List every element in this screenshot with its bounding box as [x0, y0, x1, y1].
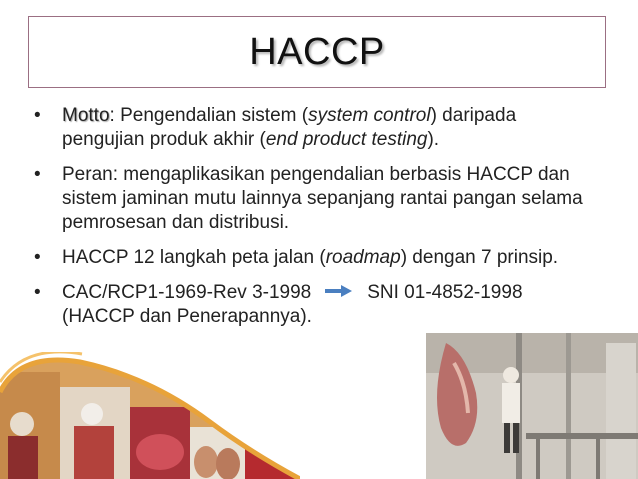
motto-text-3: ). — [427, 129, 440, 150]
slide-title: HACCP — [249, 30, 385, 73]
right-arrow-icon — [325, 284, 353, 298]
motto-label: Motto — [62, 105, 110, 126]
roadmap-text-1: HACCP 12 langkah peta jalan ( — [62, 247, 326, 268]
motto-text-2: ) daripada pengujian produk akhir ( — [62, 105, 517, 150]
peran-text: Peran: mengaplikasikan pengendalian berbasis HACCP dan sistem jaminan mutu lainnya sepanjang rantai pangan selama pemrosesan dan distribusi. — [62, 164, 583, 233]
roadmap-text-2: ) dengan 7 prinsip. — [400, 247, 559, 268]
standard-cac: CAC/RCP1-1969-Rev 3-1998 — [62, 282, 312, 303]
bullet-motto — [34, 104, 594, 152]
bullet-dot: • — [34, 105, 41, 126]
meat-processing-plant-image — [426, 333, 638, 479]
standard-note: (HACCP dan Penerapannya). — [62, 306, 312, 327]
food-processing-collage-image — [0, 352, 300, 479]
standard-sni: SNI 01-4852-1998 — [367, 282, 523, 303]
bullet-dot: • — [34, 247, 41, 268]
title-box — [28, 16, 606, 88]
bullet-standard — [34, 281, 594, 329]
motto-italic-1: system control — [308, 105, 431, 126]
bullet-dot: • — [34, 282, 41, 303]
roadmap-italic: roadmap — [325, 247, 401, 268]
motto-text-1: : Pengendalian sistem ( — [109, 105, 309, 126]
bullet-list — [34, 104, 594, 340]
motto-italic-2: end product testing — [265, 129, 428, 150]
bullet-roadmap — [34, 246, 594, 270]
bullet-dot: • — [34, 164, 41, 185]
bullet-peran — [34, 163, 594, 235]
